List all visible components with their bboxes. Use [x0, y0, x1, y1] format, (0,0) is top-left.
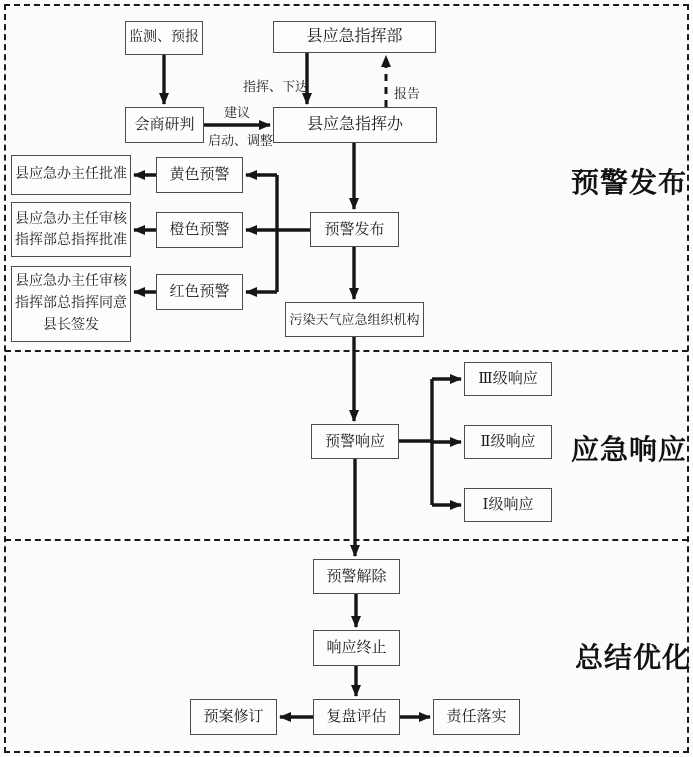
edge-label-start-adjust: 启动、调整 [208, 133, 274, 148]
node-approve-orange: 县应急办主任审核 指挥部总指挥批准 [11, 202, 131, 257]
section-label-warning-release: 预警发布 [571, 168, 688, 199]
node-warning-release: 预警发布 [310, 212, 399, 247]
node-monitoring-forecast: 监测、预报 [125, 21, 203, 55]
section-label-summary-optimization: 总结优化 [575, 643, 692, 674]
node-plan-revision: 预案修订 [190, 699, 277, 735]
node-level3-response: Ⅲ级响应 [464, 362, 552, 396]
edge-label-command-issue: 指挥、下达 [243, 79, 309, 94]
node-level2-response: Ⅱ级响应 [464, 425, 552, 459]
edge-label-suggest: 建议 [224, 105, 251, 120]
node-review-assessment: 复盘评估 [313, 699, 400, 735]
section-divider [5, 350, 688, 352]
node-red-warning: 红色预警 [156, 274, 243, 310]
node-yellow-warning: 黄色预警 [156, 157, 243, 193]
node-warning-response: 预警响应 [311, 424, 399, 459]
node-consultation-judgment: 会商研判 [125, 107, 204, 143]
node-county-emergency-office: 县应急指挥办 [273, 107, 437, 143]
section-label-emergency-response: 应急响应 [571, 435, 688, 466]
node-level1-response: Ⅰ级响应 [464, 488, 552, 522]
node-orange-warning: 橙色预警 [156, 212, 243, 248]
node-county-emergency-hq: 县应急指挥部 [273, 21, 436, 53]
edge-label-report: 报告 [394, 86, 421, 101]
node-response-termination: 响应终止 [313, 630, 400, 666]
node-pollution-weather-org: 污染天气应急组织机构 [285, 302, 424, 337]
node-approve-red: 县应急办主任审核 指挥部总指挥同意 县长签发 [11, 266, 131, 342]
node-approve-yellow: 县应急办主任批准 [11, 155, 131, 195]
section-divider [5, 539, 688, 541]
node-warning-lift: 预警解除 [313, 559, 400, 594]
node-responsibility-implementation: 责任落实 [433, 699, 520, 735]
